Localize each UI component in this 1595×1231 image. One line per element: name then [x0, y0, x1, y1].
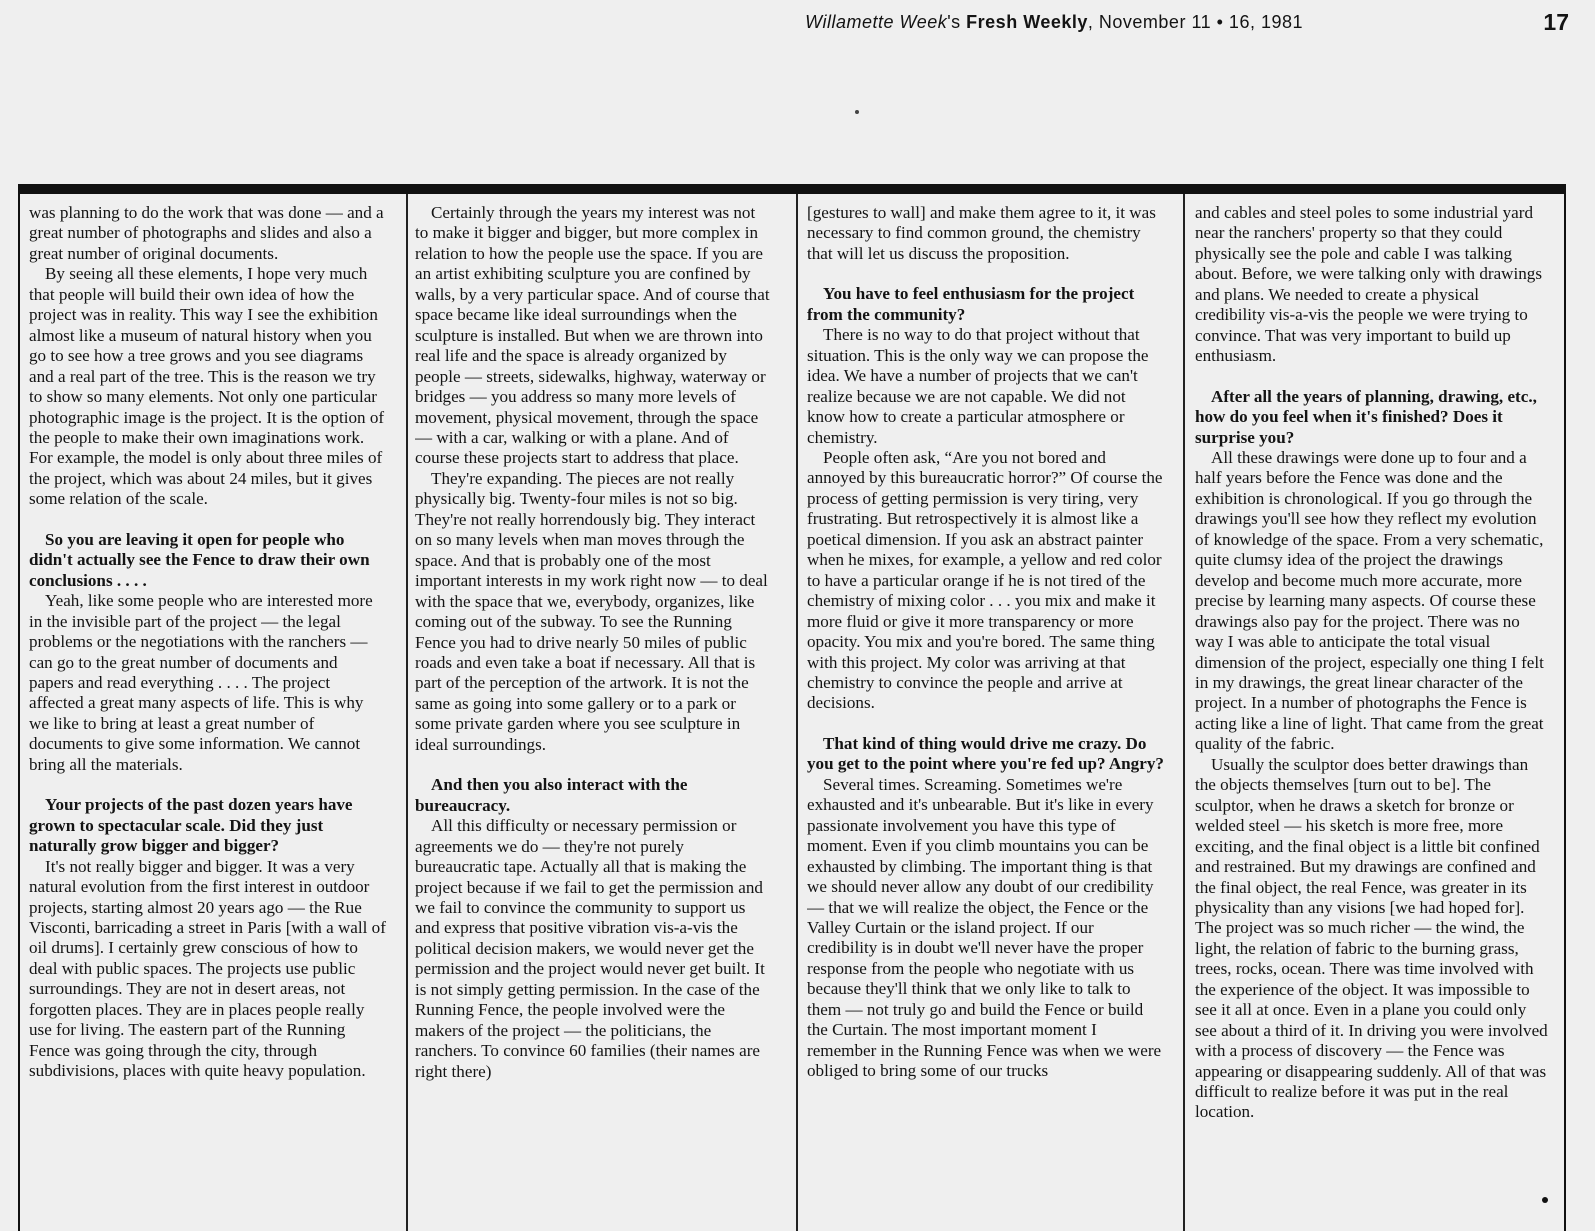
interview-question: That kind of thing would drive me crazy. Do you get to the point where you're fed up? Angry? — [807, 733, 1164, 774]
interview-answer: There is no way to do that project without that situation. This is the only way we can propose the idea. We have a number of projects that we can't realize because we are not capable. We did not know how to create a particular atmosphere or chemistry. — [807, 325, 1149, 447]
issue-date: , November 11 • 16, 1981 — [1087, 12, 1303, 32]
page-number: 17 — [1543, 9, 1569, 35]
print-speck — [855, 110, 859, 114]
interview-answer: [gestures to wall] and make them agree to it, it was necessary to find common ground, the chemistry that will let us discuss the proposition. — [807, 203, 1156, 263]
interview-answer: All this difficulty or necessary permission or agreements we do — they're not purely bureaucratic tape. Actually all that is making the project because if we fail to get the permission and we fail to convince the community to support us and express that positive vibration vis-a-vis the political decision makers, we would never get the permission and the project would never get built. It is not simply getting permission. In the case of the Running Fence, the people involved were the makers of the project — the politicians, the ranchers. To convince 60 families (their names are right there) — [415, 816, 765, 1081]
column-divider — [1183, 194, 1185, 1231]
section-name: Fresh Weekly — [966, 12, 1088, 32]
publication-line — [805, 12, 1303, 33]
masthead — [0, 9, 1595, 39]
interview-answer: It's not really bigger and bigger. It was a very natural evolution from the first interest in outdoor projects, starting almost 20 years ago — the Rue Visconti, barricading a street in Paris [with a wall of oil drums]. I certainly grew conscious of how to deal with public spaces. The projects use public surroundings. They are not in desert areas, not forgotten places. They are in places people really use for living. The eastern part of the Running Fence was going through the city, through subdivisions, places with quite heavy population. — [29, 856, 386, 1081]
top-rule — [18, 184, 1566, 194]
publication-name: Willamette Week — [805, 12, 948, 32]
article-column-2 — [415, 203, 772, 1229]
interview-answer: By seeing all these elements, I hope very much that people will build their own idea of how the project was in reality. This way I see the exhibition almost like a museum of natural history when you go to see how a tree grows and you see diagrams and a real part of the tree. This is the reason we try to show so many elements. Not only one particular photographic image is the project. It is the option of the people to make their own imaginations work. For example, the model is only about three miles of the project, which was about 24 miles, but it gives some relation of the scale. — [29, 264, 385, 509]
interview-answer: Certainly through the years my interest was not to make it bigger and bigger, but more complex in relation to how the people use the space. If you are an artist exhibiting sculpture you are confined by walls, by a very particular space. And of course that space became like ideal surroundings when the sculpture is installed. But when we are thrown into real life and the space is already organized by people — streets, sidewalks, highway, waterway or bridges — you address so many more levels of movement, physical movement, through the space — with a car, walking or with a plane. And of course these projects start to address that place. — [415, 203, 770, 468]
interview-answer: Usually the sculptor does better drawings than the objects themselves [turn out to be]. The sculptor, when he draws a sketch for bronze or welded steel — his sketch is more free, more exciting, and the final object is a little bit confined and restrained. But my drawings are confined and the final object, the real Fence, was greater in its physicality than any visions [we had hoped for]. The project was so much richer — the wind, the light, the relation of fabric to the burning grass, trees, rocks, ocean. There was time involved with the experience of the object. It was impossible to see it all at once. Even in a plane you could only see about a third of it. In driving you were involved with a process of discovery — the Fence was appearing or disappearing suddenly. All of that was difficult to realize before it was put in the real location. — [1195, 754, 1548, 1122]
end-of-article-mark — [1542, 1197, 1548, 1203]
article-column-4 — [1195, 203, 1552, 1229]
interview-question: After all the years of planning, drawing, etc., how do you feel when it's finished? Does it surprise you? — [1195, 386, 1537, 447]
interview-answer: and cables and steel poles to some industrial yard near the ranchers' property so that they could physically see the pole and cable I was talking about. Before, we were talking only with drawings and plans. We needed to create a physical credibility vis-a-vis the people we were trying to convince. That was very important to build up enthusiasm. — [1195, 203, 1543, 366]
publication-possessive: 's — [947, 12, 961, 32]
article-column-3 — [807, 203, 1164, 1229]
interview-answer: was planning to do the work that was done — and a great number of photographs and slides and also a great number of original documents. — [29, 203, 384, 263]
interview-question: So you are leaving it open for people who didn't actually see the Fence to draw their own conclusions . . . . — [29, 529, 370, 590]
article-column-1 — [29, 203, 386, 1229]
column-divider — [406, 194, 408, 1231]
interview-question: You have to feel enthusiasm for the project from the community? — [807, 284, 1135, 324]
interview-question: Your projects of the past dozen years have grown to spectacular scale. Did they just naturally grow bigger and bigger? — [29, 795, 353, 856]
interview-question: And then you also interact with the bureaucracy. — [415, 775, 688, 815]
interview-answer: Yeah, like some people who are interested more in the invisible part of the project — the legal problems or the negotiations with the ranchers — can go to the great number of documents and papers and read everything . . . . The project affected a great many aspects of life. This is why we like to bring at least a great number of documents to give some information. We cannot bring all the materials. — [29, 591, 373, 774]
interview-answer: All these drawings were done up to four and a half years before the Fence was done and the exhibition is chronological. If you go through the drawings you'll see how they reflect my evolution of knowledge of the space. From a very schematic, quite clumsy idea of the project the drawings develop and become much more accurate, more precise by learning many aspects. Of course these drawings also pay for the project. There was no way I was able to anticipate the total visual dimension of the project, especially one thing I felt in my drawings, the great linear character of the project. In a number of photographs the Fence is acting like a line of light. That came from the great quality of the fabric. — [1195, 447, 1544, 754]
interview-answer: Several times. Screaming. Sometimes we're exhausted and it's unbearable. But it's like in every passionate involvement you have this type of moment. Even if you climb mountains you can be exhausted by climbing. The important thing is that we should never allow any doubt of our credibility — that we will realize the object, the Fence or the Valley Curtain or the island project. If our credibility is in doubt we'll never have the proper response from the people who negotiate with us because they'll think that we only like to talk to them — not truly go and build the Fence or build the Curtain. The most important moment I remember in the Running Fence was when we were obliged to bring some of our trucks — [807, 774, 1162, 1081]
interview-answer: People often ask, “Are you not bored and annoyed by this bureaucratic horror?” Of course the process of getting permission is very tiring, very frustrating. But retrospectively it is almost like a poetical dimension. If you ask an abstract painter when he mixes, for example, a yellow and red color to have a particular orange if he is not tired of the chemistry of mixing color . . . you mix and make it more fluid or give it more transparency or more opacity. You mix and you're bored. The same thing with this project. My color was arriving at that chemistry to convince the people and arrive at decisions. — [807, 447, 1163, 713]
interview-answer: They're expanding. The pieces are not really physically big. Twenty-four miles is not so big. They're not really horrendously big. They interact on so many levels when man moves through the space. And that is probably one of the most important interests in my work right now — to deal with the space that we, everybody, organizes, like coming out of the subway. To see the Running Fence you had to drive nearly 50 miles of public roads and even take a boat if necessary. All that is part of the perception of the artwork. It is not the same as going into some gallery or to a park or some private garden where you see sculpture in ideal surroundings. — [415, 468, 768, 754]
column-divider — [796, 194, 798, 1231]
